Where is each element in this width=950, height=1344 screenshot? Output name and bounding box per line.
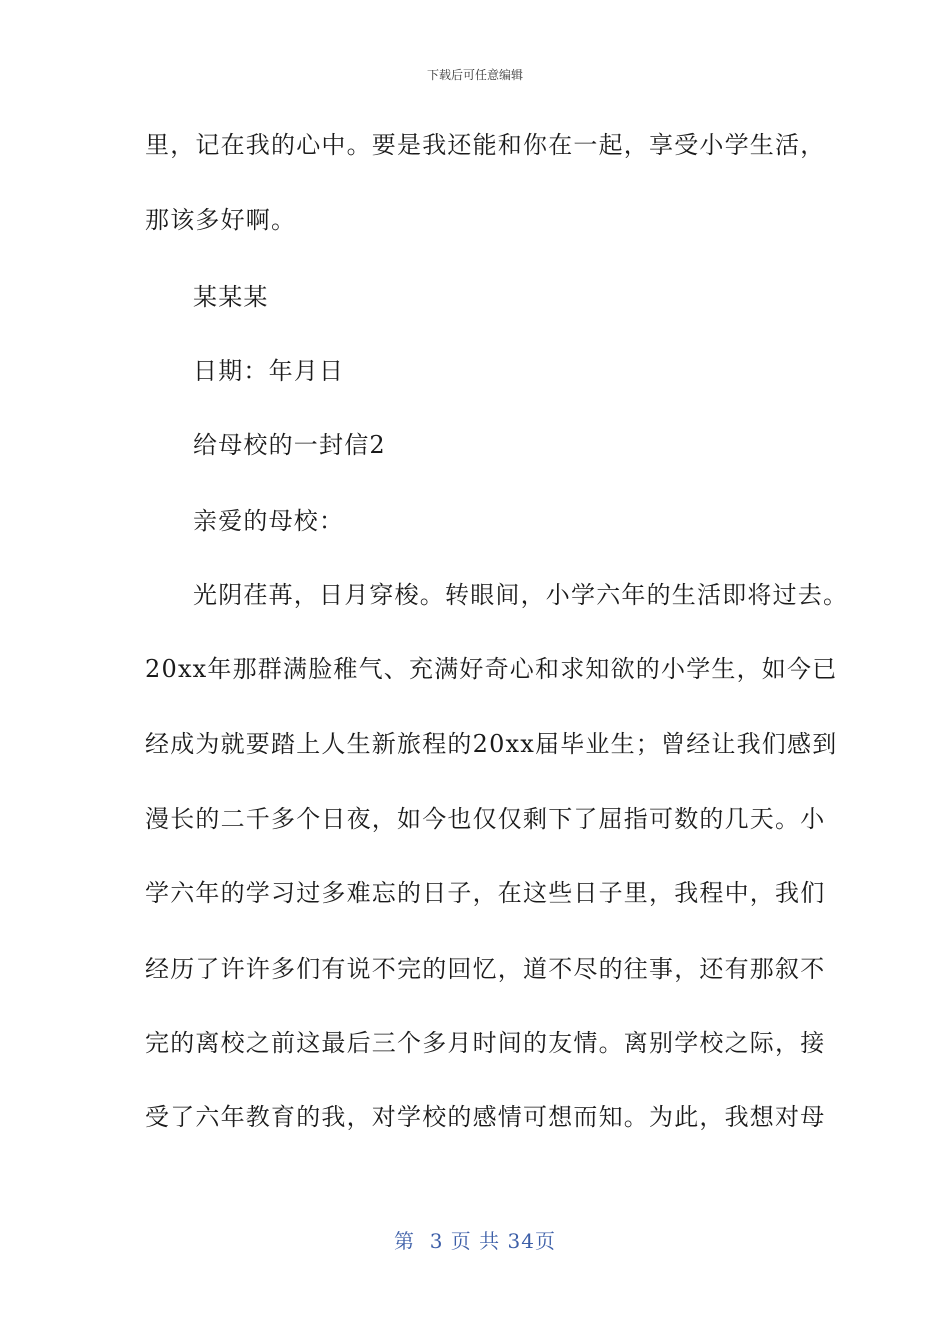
paragraph-line-1: 光阴荏苒，日月穿梭。转眼间，小学六年的生活即将过去。 xyxy=(193,581,849,609)
salutation: 亲爱的母校： xyxy=(193,507,345,535)
paragraph-line-7: 完的离校之前这最后三个多月时间的友情。离别学校之际，接 xyxy=(145,1029,826,1057)
paragraph-line-5: 学六年的学习过多难忘的日子，在这些日子里，我程中，我们 xyxy=(145,879,826,907)
signature: 某某某 xyxy=(193,283,269,311)
paragraph-line-4: 漫长的二千多个日夜，如今也仅仅剩下了屈指可数的几天。小 xyxy=(145,805,826,833)
body-line-1: 里，记在我的心中。要是我还能和你在一起，享受小学生活， xyxy=(145,131,826,159)
paragraph-line-8: 受了六年教育的我，对学校的感情可想而知。为此，我想对母 xyxy=(145,1103,826,1131)
date-line: 日期：年月日 xyxy=(193,357,345,385)
body-line-2: 那该多好啊。 xyxy=(145,206,297,234)
paragraph-line-2: 20xx年那群满脸稚气、充满好奇心和求知欲的小学生，如今已 xyxy=(145,655,838,683)
letter-title: 给母校的一封信2 xyxy=(193,431,386,459)
page-header: 下载后可任意编辑 xyxy=(426,68,523,82)
paragraph-line-6: 经历了许许多们有说不完的回忆，道不尽的往事，还有那叙不 xyxy=(145,955,826,983)
page-number: 第 3 页 共 34页 xyxy=(394,1229,556,1253)
paragraph-line-3: 经成为就要踏上人生新旅程的20xx届毕业生；曾经让我们感到 xyxy=(145,730,838,758)
